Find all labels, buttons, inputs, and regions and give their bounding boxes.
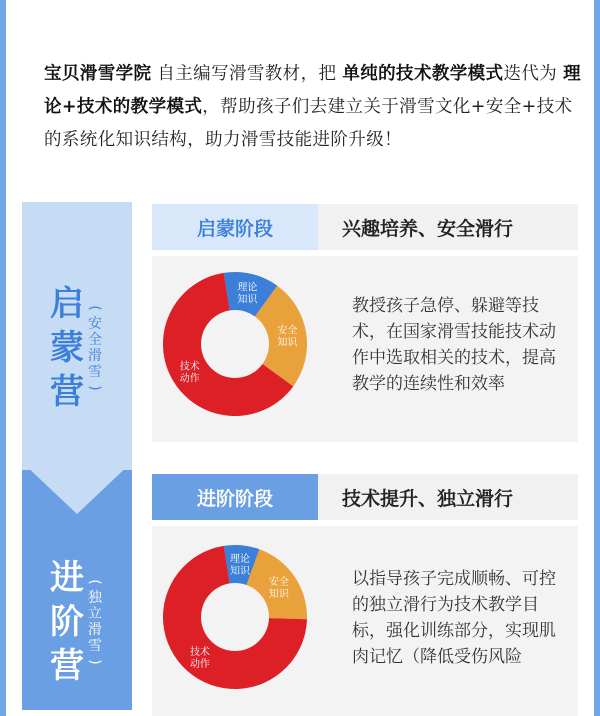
down-arrow-shape (22, 462, 132, 514)
stage1-donut-segment-label: 理论 (237, 282, 258, 294)
old-mode-highlight: 单纯的技术教学模式 (342, 64, 504, 84)
camp2-title-char: 进 (50, 558, 84, 598)
camp2-subtitle (88, 574, 102, 670)
camp2-sub-char: 雪 (88, 638, 102, 654)
stage1-donut-segment-label: 知识 (277, 337, 298, 349)
stage1-donut-segment-label: 知识 (237, 294, 258, 306)
camp2-sub-char: 独 (88, 590, 102, 606)
camp1-title-char: 营 (50, 372, 84, 412)
camp1-subtitle (88, 300, 102, 396)
stage1-donut-chart (160, 269, 310, 419)
stage2-donut-chart (160, 542, 310, 692)
camp2-sub-char: 立 (88, 606, 102, 622)
camp1-sub-char: 安 (88, 316, 102, 332)
stage2-donut-segment-label: 安全 (268, 577, 289, 589)
intro-text-1: 自主编写滑雪教材，把 (151, 64, 343, 84)
stage1-donut-segment-label: 安全 (277, 325, 298, 337)
intro-paragraph (44, 58, 584, 157)
stage2-donut-segment-label: 理论 (229, 554, 250, 566)
camp1-label (50, 282, 102, 414)
camp2-title-char: 营 (50, 646, 84, 686)
camp2-title (50, 556, 84, 688)
stage2-header (152, 474, 578, 520)
stage1-donut-segment-label: 技术 (179, 361, 200, 373)
intro-text-3: ，帮助孩子们去建立关于滑雪文化+安全+技术的系统化知识结构，助力滑雪技能进阶升级！ (44, 97, 573, 150)
stage1-text: 教授孩子急停、躲避等技术，在国家滑雪技能技术动作中选取相关的技术，提高教学的连续性和效率 (352, 296, 556, 394)
camp1-title-char: 蒙 (50, 328, 84, 368)
camp2-sub-char: ) (87, 659, 103, 665)
camp2-sub-char: 滑 (88, 622, 102, 638)
intro-text-2: 迭代为 (503, 64, 564, 84)
camp1-sub-char: ) (87, 385, 103, 391)
stage2-donut-segment-label: 技术 (189, 646, 210, 658)
stage1-donut-segment-label: 动作 (179, 373, 200, 385)
camp1-sub-char: 滑 (88, 348, 102, 364)
stage2-donut-segment-label: 动作 (189, 658, 210, 670)
camp2-sub-char: ( (87, 579, 103, 585)
camp1-sub-char: 雪 (88, 364, 102, 380)
camp1-title-char: 启 (50, 284, 84, 324)
camp1-title (50, 282, 84, 414)
school-name: 宝贝滑雪学院 (44, 64, 152, 84)
new-mode-highlight: 理论+技术的教学模式 (44, 64, 582, 117)
stage2-text: 以指导孩子完成顺畅、可控的独立滑行为技术教学目标，强化训练部分，实现肌肉记忆（降低受伤风险 (352, 569, 556, 667)
stage1-tag: 启蒙阶段 (152, 204, 318, 250)
camp2-title-char: 阶 (50, 602, 84, 642)
camp2-label (50, 556, 102, 688)
stage1-description: 兴趣培养、安全滑行 (318, 204, 578, 250)
camp1-sub-char: ( (87, 305, 103, 311)
stage2-tag: 进阶阶段 (152, 474, 318, 520)
stage2-donut-segment-label: 知识 (268, 589, 289, 601)
stage1-header (152, 204, 578, 250)
stage2-description: 技术提升、独立滑行 (318, 474, 578, 520)
camp1-sub-char: 全 (88, 332, 102, 348)
stage2-donut-segment-label: 知识 (229, 566, 250, 578)
